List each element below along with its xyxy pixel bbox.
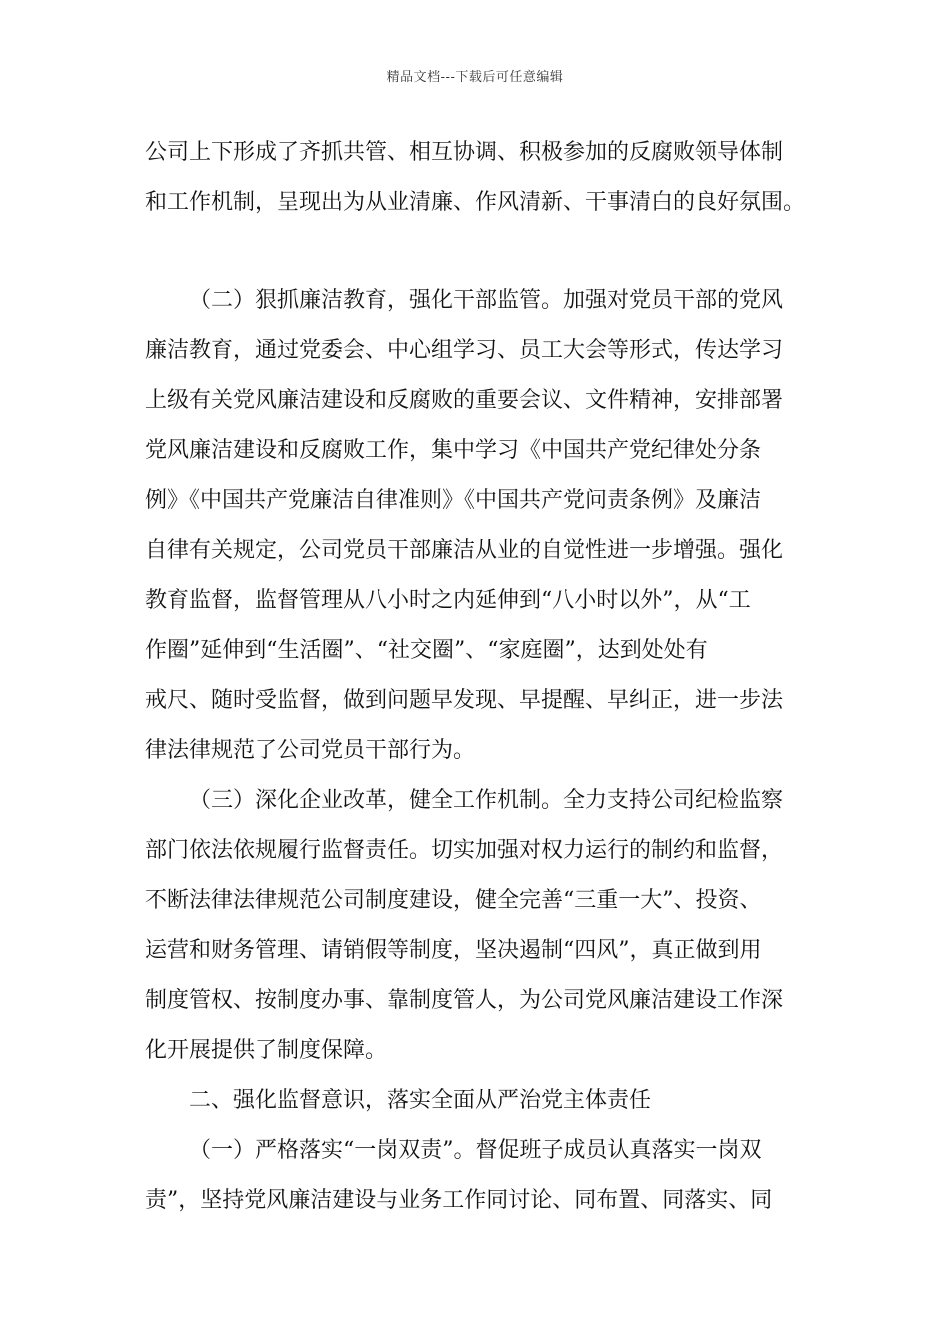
document-body [145, 128, 810, 1226]
paragraph-enterprise-reform [145, 776, 810, 1076]
text-line: 公司上下形成了齐抓共管、相互协调、积极参加的反腐败领导体制 [145, 140, 784, 165]
text-line: （二）狠抓廉洁教育，强化干部监管。加强对党员干部的党风 [189, 288, 784, 313]
text-line: 戒尺、随时受监督，做到问题早发现、早提醒、早纠正，进一步法 [145, 688, 784, 713]
text-line: 和工作机制，呈现出为从业清廉、作风清新、干事清白的良好氛围。 [145, 190, 806, 215]
text-line: 上级有关党风廉洁建设和反腐败的重要会议、文件精神，安排部署 [145, 388, 784, 413]
paragraph-one-post-two-duties [145, 1126, 810, 1226]
paragraph-integrity-education [145, 276, 810, 776]
text-line: 部门依法依规履行监督责任。切实加强对权力运行的制约和监督， [145, 838, 784, 863]
text-line: 化开展提供了制度保障。 [145, 1038, 388, 1063]
text-line: 制度管权、按制度办事、靠制度管人，为公司党风廉洁建设工作深 [145, 988, 784, 1013]
text-line: （三）深化企业改革，健全工作机制。全力支持公司纪检监察 [189, 788, 784, 813]
text-line: 廉洁教育，通过党委会、中心组学习、员工大会等形式，传达学习 [145, 338, 784, 363]
page-header: 精品文档---下载后可任意编辑 [386, 70, 564, 85]
text-line: 作圈”延伸到“生活圈”、“社交圈”、“家庭圈”，达到处处有 [145, 638, 708, 663]
section-heading: 二、强化监督意识，落实全面从严治党主体责任 [189, 1088, 652, 1113]
paragraph-intro-continuation [145, 128, 810, 228]
text-line: 律法律规范了公司党员干部行为。 [145, 738, 476, 763]
text-line: 例》《中国共产党廉洁自律准则》《中国共产党问责条例》及廉洁 [145, 488, 762, 513]
text-line: 党风廉洁建设和反腐败工作，集中学习《中国共产党纪律处分条 [145, 438, 762, 463]
text-line: （一）严格落实“一岗双责”。督促班子成员认真落实一岗双 [189, 1138, 762, 1163]
section-heading-two [145, 1076, 810, 1126]
text-line: 自律有关规定，公司党员干部廉洁从业的自觉性进一步增强。强化 [145, 538, 784, 563]
text-line: 运营和财务管理、请销假等制度，坚决遏制“四风”，真正做到用 [145, 938, 762, 963]
text-line: 教育监督，监督管理从八小时之内延伸到“八小时以外”，从“工 [145, 588, 751, 613]
text-line: 不断法律法律规范公司制度建设，健全完善“三重一大”、投资、 [145, 888, 762, 913]
text-line: 责”，坚持党风廉洁建设与业务工作同讨论、同布置、同落实、同 [145, 1188, 773, 1213]
paragraph-gap [145, 228, 810, 276]
